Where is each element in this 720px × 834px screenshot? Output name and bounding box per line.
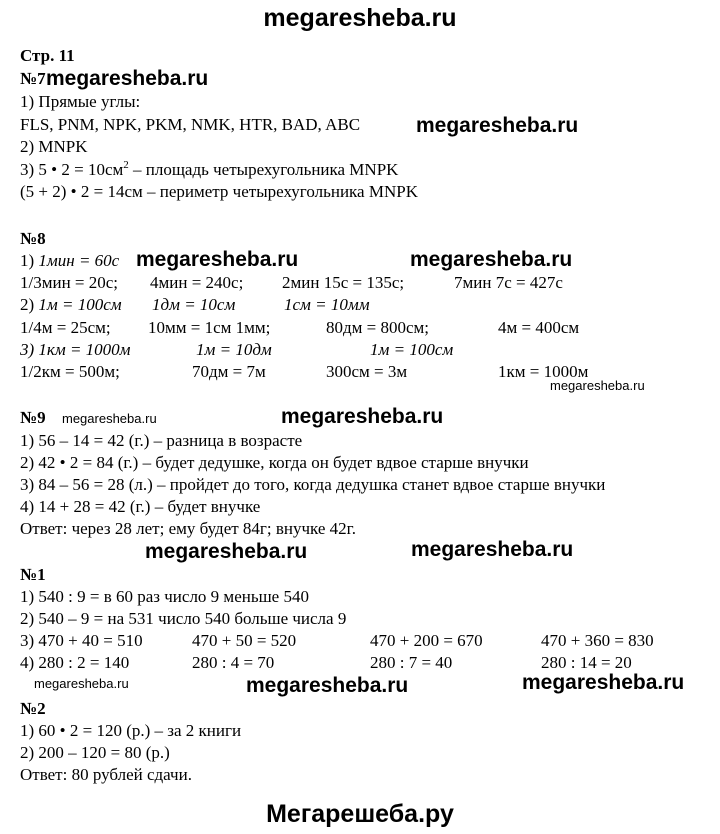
- task-1-cell: 470 + 200 = 670: [370, 631, 483, 650]
- watermark: megaresheba.ru: [246, 674, 409, 697]
- task-1-cell: 4) 280 : 2 = 140: [20, 653, 130, 672]
- task-8-cell: 300см = 3м: [326, 362, 408, 381]
- watermark: megaresheba.ru: [281, 405, 444, 428]
- item-number: 2): [20, 295, 39, 314]
- task-8-cell: 4мин = 240с;: [150, 273, 244, 292]
- watermark-small: megaresheba.ru: [34, 676, 129, 691]
- task-1-cell: 470 + 50 = 520: [192, 631, 297, 650]
- task-7-line: 1) Прямые углы:: [20, 92, 141, 111]
- unit-definition: 1дм = 10см: [152, 295, 236, 314]
- task-8-cell: 2мин 15с = 135с;: [282, 273, 405, 292]
- task-7-line: (5 + 2) • 2 = 14см – периметр четырехугольника MNPK: [20, 182, 418, 201]
- unit-definition: 1м = 100см: [38, 295, 122, 314]
- task-8-cell: 7мин 7с = 427с: [454, 273, 563, 292]
- watermark: megaresheba.ru: [411, 538, 574, 561]
- area-text: 3) 5 • 2 = 10см: [20, 160, 124, 179]
- task-1-cell: 280 : 7 = 40: [370, 653, 453, 672]
- task-2-line: 1) 60 • 2 = 120 (р.) – за 2 книги: [20, 721, 242, 740]
- watermark-small: megaresheba.ru: [550, 378, 645, 393]
- unit-definition: 1м = 10дм: [196, 340, 272, 359]
- task-8-cell: 70дм = 7м: [192, 362, 266, 381]
- watermark: megaresheba.ru: [416, 114, 579, 137]
- task-9-line: 4) 14 + 28 = 42 (г.) – будет внучке: [20, 497, 261, 516]
- page-header: megaresheba.ru: [263, 4, 457, 32]
- watermark: megaresheba.ru: [410, 248, 573, 271]
- watermark: megaresheba.ru: [136, 248, 299, 271]
- unit-definition: 1мин = 60с: [38, 251, 120, 270]
- unit-definition: 3) 1км = 1000м: [20, 340, 131, 359]
- task-7-line: FLS, PNM, NPK, PKM, NMK, HTR, BAD, ABC: [20, 115, 361, 134]
- task-7-title: №7: [20, 69, 46, 88]
- task-1-line: 1) 540 : 9 = в 60 раз число 9 меньше 540: [20, 587, 309, 606]
- task-1-cell: 280 : 4 = 70: [192, 653, 275, 672]
- task-7-line: 2) MNPK: [20, 137, 88, 156]
- page-number: Стр. 11: [20, 46, 75, 65]
- watermark: megaresheba.ru: [145, 540, 308, 563]
- watermark: megaresheba.ru: [522, 671, 685, 694]
- task-8-cell: 1км = 1000м: [498, 362, 589, 381]
- watermark-small: megaresheba.ru: [62, 411, 157, 426]
- task-8-title: №8: [20, 229, 46, 248]
- task-9-line: 2) 42 • 2 = 84 (г.) – будет дедушке, когда он будет вдвое старше внучки: [20, 453, 529, 472]
- task-9-line: 1) 56 – 14 = 42 (г.) – разница в возрасте: [20, 431, 303, 450]
- task-9-line: 3) 84 – 56 = 28 (л.) – пройдет до того, когда дедушка станет вдвое старше внучки: [20, 475, 606, 494]
- task-1-cell: 3) 470 + 40 = 510: [20, 631, 143, 650]
- task-9-answer: Ответ: через 28 лет; ему будет 84г; внучке 42г.: [20, 519, 356, 538]
- task-1-cell: 470 + 360 = 830: [541, 631, 654, 650]
- task-8-cell: 4м = 400см: [498, 318, 580, 337]
- task-2-answer: Ответ: 80 рублей сдачи.: [20, 765, 192, 784]
- area-description: – площадь четырехугольника MNPK: [128, 160, 399, 179]
- task-8-cell: 1/2км = 500м;: [20, 362, 120, 381]
- task-2-title: №2: [20, 699, 46, 718]
- task-7-line: [20, 160, 398, 180]
- task-8-cell: 1/4м = 25см;: [20, 318, 111, 337]
- task-8-cell: 80дм = 800см;: [326, 318, 430, 337]
- task-1-title: №1: [20, 565, 46, 584]
- item-number: 1): [20, 251, 39, 270]
- task-1-cell: 280 : 14 = 20: [541, 653, 632, 672]
- unit-definition: 1м = 100см: [370, 340, 454, 359]
- task-8-line: [20, 251, 119, 271]
- task-9-title: №9: [20, 408, 46, 427]
- task-8-line: [20, 295, 122, 315]
- square-exponent: 2: [123, 159, 129, 171]
- task-8-cell: 10мм = 1см 1мм;: [148, 318, 271, 337]
- task-1-line: 2) 540 – 9 = на 531 число 540 больше числа 9: [20, 609, 347, 628]
- task-8-cell: 1/3мин = 20с;: [20, 273, 119, 292]
- unit-definition: 1см = 10мм: [284, 295, 370, 314]
- watermark: megaresheba.ru: [46, 67, 209, 90]
- page-footer: Мегарешеба.ру: [266, 800, 454, 828]
- task-2-line: 2) 200 – 120 = 80 (р.): [20, 743, 170, 762]
